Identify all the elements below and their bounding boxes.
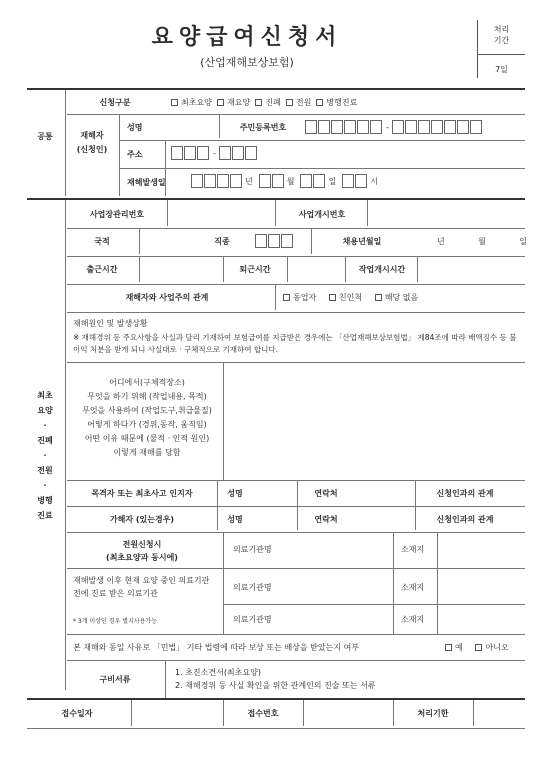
checkbox-partner[interactable]: 동업자 bbox=[283, 292, 316, 303]
processing-period-label: 처리 기간 bbox=[493, 25, 510, 45]
clock-out-label: 퇴근시간 bbox=[239, 264, 271, 274]
job-type-label: 직종 bbox=[214, 236, 230, 246]
checkbox-pneumoconiosis[interactable]: 진폐 bbox=[255, 97, 280, 108]
divider bbox=[27, 198, 525, 200]
witness-label: 목격자 또는 최초사고 인지자 bbox=[91, 488, 193, 498]
processing-period-box bbox=[477, 20, 525, 78]
perpetrator-relation-label: 신청인과의 관계 bbox=[436, 514, 494, 524]
compensation-options bbox=[445, 636, 525, 658]
cause-description-area[interactable] bbox=[225, 364, 523, 478]
document-item: 1. 초진소견서(최초요양) bbox=[175, 668, 261, 677]
workplace-no-label: 사업장관리번호 bbox=[89, 209, 145, 219]
prior-care-label: 재해발생 이후 현재 요양 중인 의료기관 전에 진료 받은 의료기관 bbox=[73, 576, 210, 598]
document-item: 2. 재해경위 등 사실 확인을 위한 관계인의 진술 또는 서류 bbox=[175, 681, 376, 690]
cause-item: 이렇게 재해를 당함 bbox=[113, 448, 181, 457]
checkbox-concurrent-care[interactable]: 병행진료 bbox=[316, 97, 357, 108]
business-start-no-label: 사업개시번호 bbox=[298, 209, 346, 219]
address-label: 주소 bbox=[127, 149, 143, 159]
perpetrator-name-label: 성명 bbox=[227, 514, 243, 524]
perpetrator-label: 가해자 (있는경우) bbox=[109, 514, 175, 524]
hire-date-label: 채용년월일 bbox=[342, 236, 382, 246]
cause-item: 어디에서(구체적장소) bbox=[109, 378, 185, 387]
form-header bbox=[27, 10, 525, 78]
hire-date-input[interactable]: 년 월 일 bbox=[437, 236, 527, 246]
documents-label: 구비서류 bbox=[99, 674, 131, 684]
receipt-no-label: 접수번호 bbox=[247, 708, 279, 718]
transfer-label: 전원신청시 (최초요양과 동시에) bbox=[106, 540, 178, 562]
checkbox-transfer[interactable]: 전원 bbox=[286, 97, 311, 108]
receipt-date-label: 접수일자 bbox=[61, 708, 93, 718]
checkbox-yes[interactable]: 예 bbox=[445, 642, 463, 653]
documents-list bbox=[175, 666, 515, 692]
cause-title: 재해원인 및 발생상황 bbox=[73, 318, 148, 328]
application-form bbox=[27, 0, 525, 768]
checkbox-no[interactable]: 아니오 bbox=[475, 642, 508, 653]
application-type-label: 신청구분 bbox=[99, 97, 131, 107]
cause-item: 어떻게 하다가 (경위,동작, 움직임) bbox=[87, 420, 207, 429]
resident-no-label: 주민등록번호 bbox=[239, 122, 287, 132]
checkbox-relative[interactable]: 친인척 bbox=[329, 292, 362, 303]
resident-no-input[interactable]: - bbox=[305, 120, 483, 134]
relationship-options bbox=[283, 286, 523, 308]
transfer-location-label: 소재지 bbox=[401, 544, 425, 554]
clock-in-label: 출근시간 bbox=[86, 264, 118, 274]
transfer-institution-label: 의료기관명 bbox=[233, 544, 272, 554]
prior-location-label-2: 소재지 bbox=[401, 614, 425, 624]
relationship-label: 재해자와 사업주의 관계 bbox=[125, 292, 209, 302]
application-type-options bbox=[171, 92, 521, 112]
nationality-label: 국적 bbox=[94, 236, 110, 246]
prior-care-note: * 3개 이상인 경우 별지사용가능 bbox=[73, 618, 157, 625]
processing-period-value: 7일 bbox=[495, 65, 508, 74]
compensation-question: 본 재해와 동일 사유로 「민법」 기타 법령에 따라 보상 또는 배상을 받았는지 여부 bbox=[73, 642, 360, 652]
cause-warning-note: ※ 재해경위 등 주요사항을 사실과 달리 기재하여 보험급여를 지급받은 경우에는 「산업재해보상보험법」 제84조에 따라 배액징수 등 불이익 처분을 받게 되니 사실대로 · 구체적으로 기재하여 합니다. bbox=[73, 333, 517, 354]
checkbox-re-care[interactable]: 재요양 bbox=[217, 97, 250, 108]
prior-institution-label-2: 의료기관명 bbox=[233, 614, 272, 624]
form-title: 요양급여신청서 bbox=[151, 25, 343, 50]
accident-date-input[interactable]: 년 월 일 시 bbox=[191, 174, 380, 188]
cause-items-list bbox=[73, 376, 221, 460]
initial-section-label: 최초 요양 · 진폐 · 전원 · 병행 진료 bbox=[37, 391, 53, 520]
common-section-label: 공통 bbox=[37, 132, 53, 141]
deadline-label: 처리기한 bbox=[417, 708, 449, 718]
cause-item: 어떤 이유 때문에 (물적 · 인적 원인) bbox=[84, 434, 210, 443]
divider bbox=[27, 698, 525, 700]
checkbox-none[interactable]: 해당 없음 bbox=[375, 292, 418, 303]
job-type-input[interactable] bbox=[255, 234, 294, 248]
cause-item: 무엇을 사용하여 (작업도구,취급물질) bbox=[82, 406, 212, 415]
prior-location-label: 소재지 bbox=[401, 582, 425, 592]
prior-institution-label: 의료기관명 bbox=[233, 582, 272, 592]
checkbox-initial[interactable]: 최초요양 bbox=[171, 97, 212, 108]
divider bbox=[27, 88, 525, 90]
witness-contact-label: 연락처 bbox=[314, 488, 338, 498]
cause-item: 무엇을 하기 위해 (작업내용, 목적) bbox=[87, 392, 207, 401]
witness-relation-label: 신청인과의 관계 bbox=[436, 488, 494, 498]
work-start-label: 작업개시시간 bbox=[358, 264, 406, 274]
witness-name-label: 성명 bbox=[227, 488, 243, 498]
injured-person-label: 재해자 (신청인) bbox=[76, 131, 108, 154]
accident-date-label: 재해발생일 bbox=[127, 177, 166, 187]
perpetrator-contact-label: 연락처 bbox=[314, 514, 338, 524]
postal-code-input[interactable]: - bbox=[171, 146, 258, 160]
name-label: 성명 bbox=[127, 122, 143, 132]
form-subtitle: (산업재해보상보험) bbox=[200, 56, 294, 69]
